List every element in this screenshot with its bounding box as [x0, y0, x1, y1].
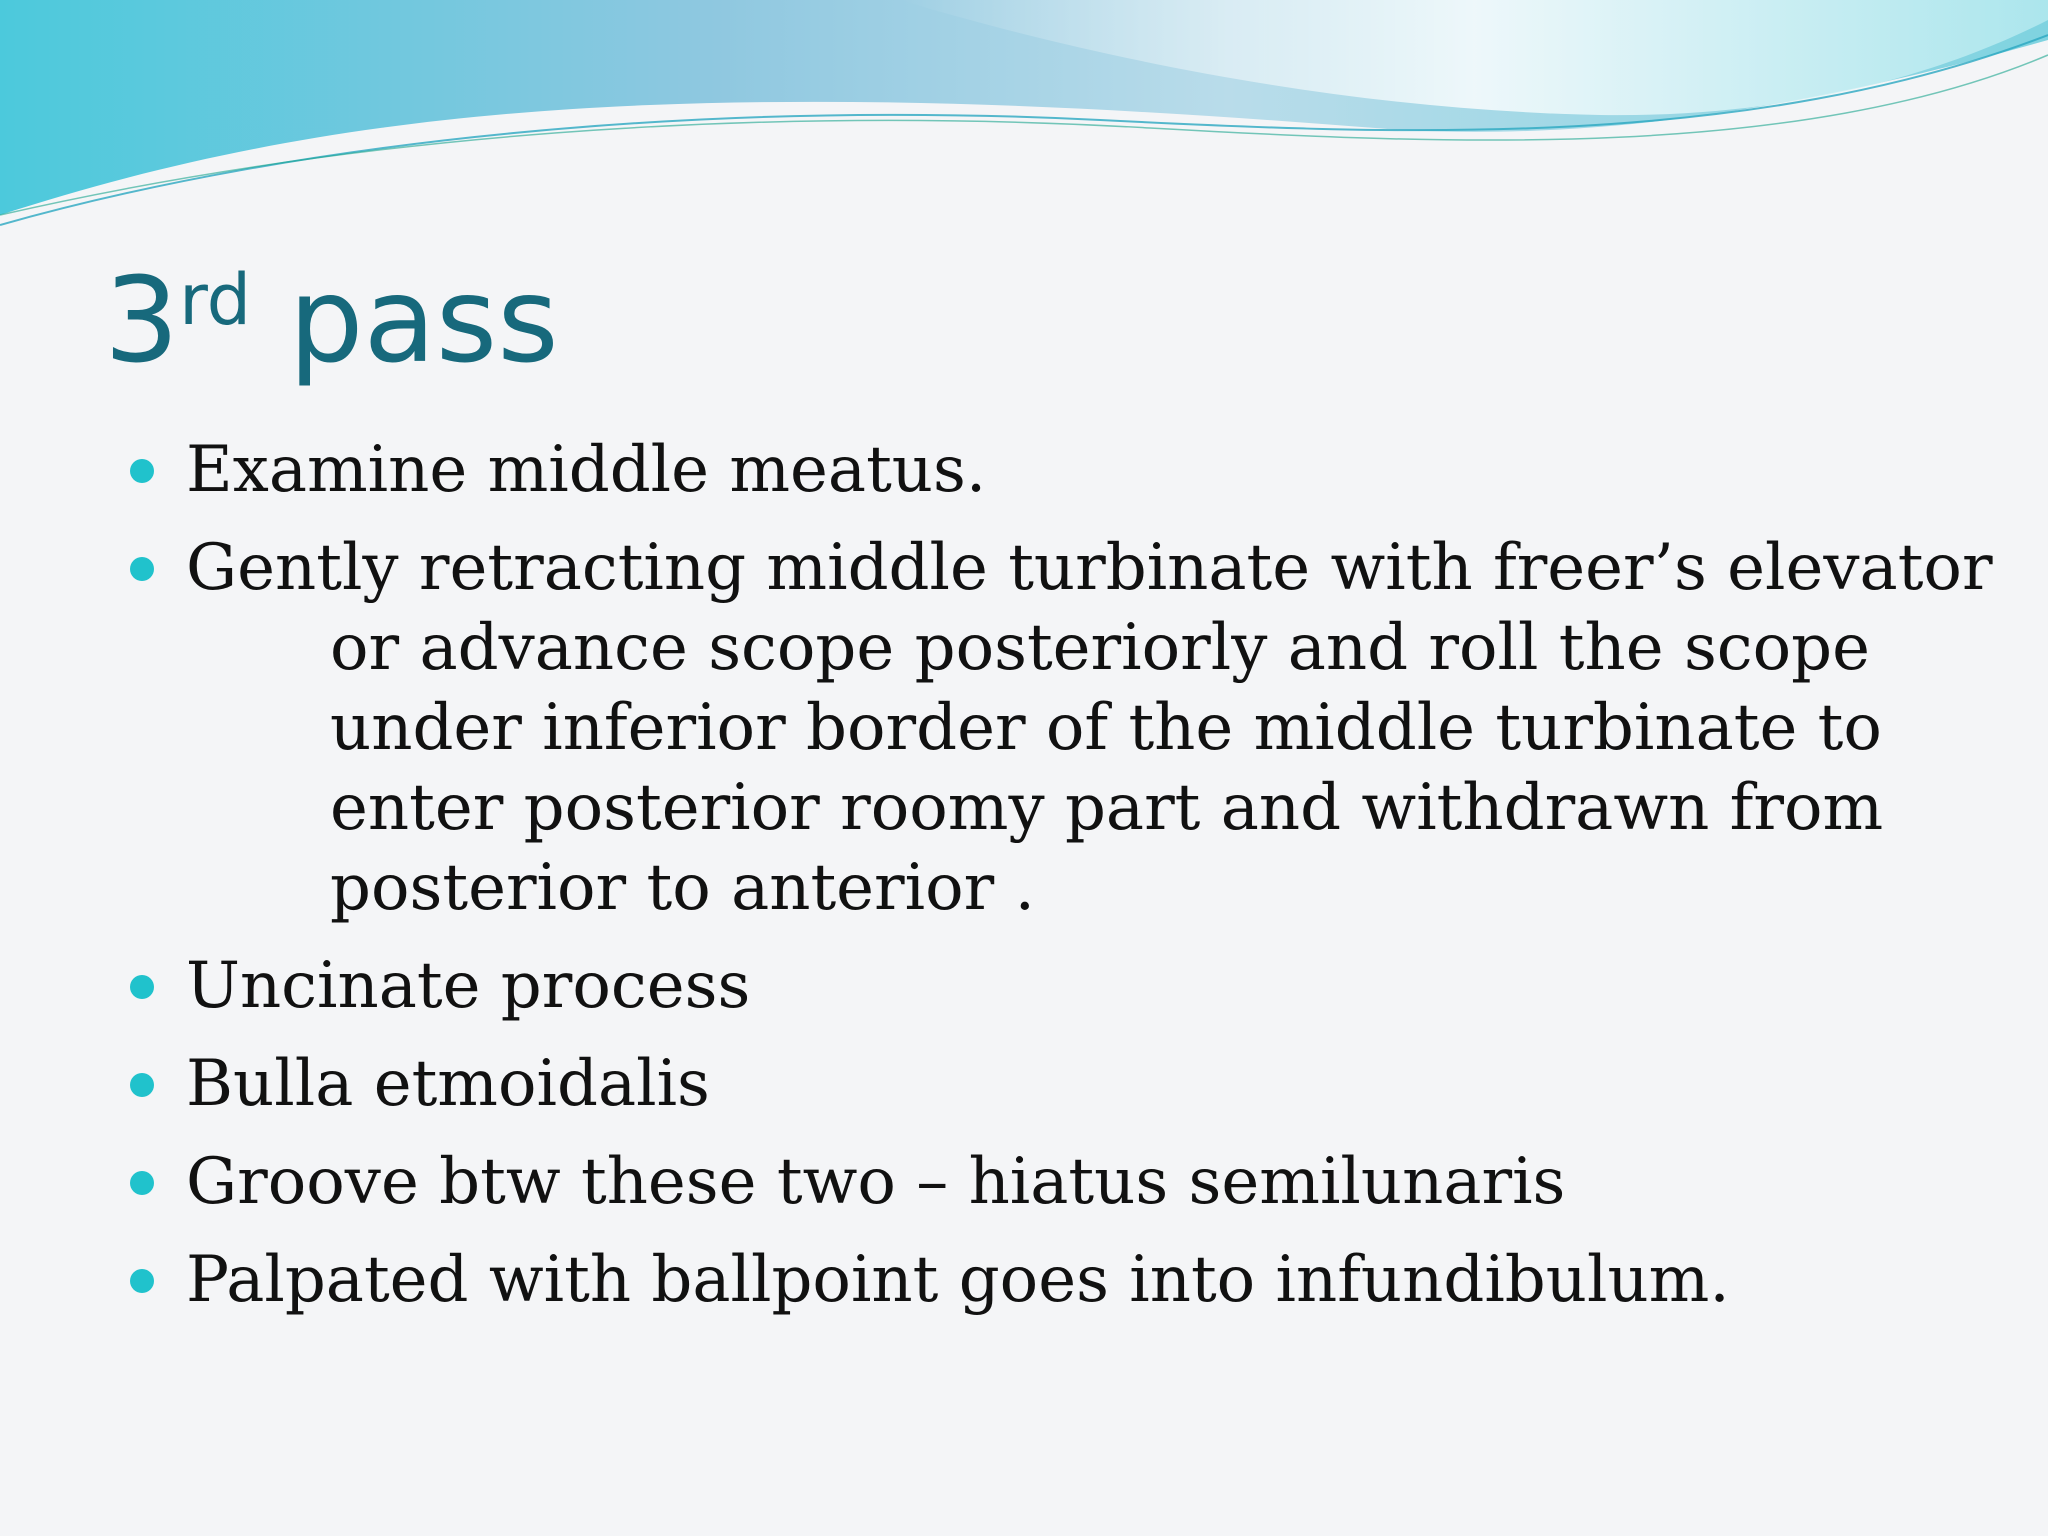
bullet-text: Examine middle meatus.	[186, 433, 987, 507]
bullet-item	[128, 1240, 2008, 1320]
title-superscript: rd	[179, 259, 252, 341]
slide-title	[104, 250, 559, 390]
bullet-item	[128, 528, 2008, 928]
bullet-item	[128, 1044, 2008, 1124]
bullet-dot-icon	[130, 459, 154, 483]
bullet-list	[128, 430, 2008, 1338]
bullet-text: Uncinate process	[186, 949, 751, 1023]
bullet-dot-icon	[130, 1269, 154, 1293]
bullet-dot-icon	[130, 1073, 154, 1097]
bullet-dot-icon	[130, 975, 154, 999]
title-rest: pass	[251, 251, 559, 389]
title-main: 3	[104, 251, 180, 389]
bullet-item	[128, 1142, 2008, 1222]
bullet-text: Gently retracting middle turbinate with freer’s elevator or advance scope posteriorly and roll the scope under inferior border of the middle turbinate to enter posterior roomy part and withdrawn from posterior to anterior .	[186, 531, 1993, 925]
bullet-item	[128, 430, 2008, 510]
bullet-item	[128, 946, 2008, 1026]
bullet-text: Palpated with ballpoint goes into infundibulum.	[186, 1243, 1730, 1317]
decorative-wave-banner	[0, 0, 2048, 240]
bullet-text: Groove btw these two – hiatus semilunaris	[186, 1145, 1566, 1219]
bullet-text: Bulla etmoidalis	[186, 1047, 710, 1121]
bullet-dot-icon	[130, 1171, 154, 1195]
bullet-dot-icon	[130, 557, 154, 581]
